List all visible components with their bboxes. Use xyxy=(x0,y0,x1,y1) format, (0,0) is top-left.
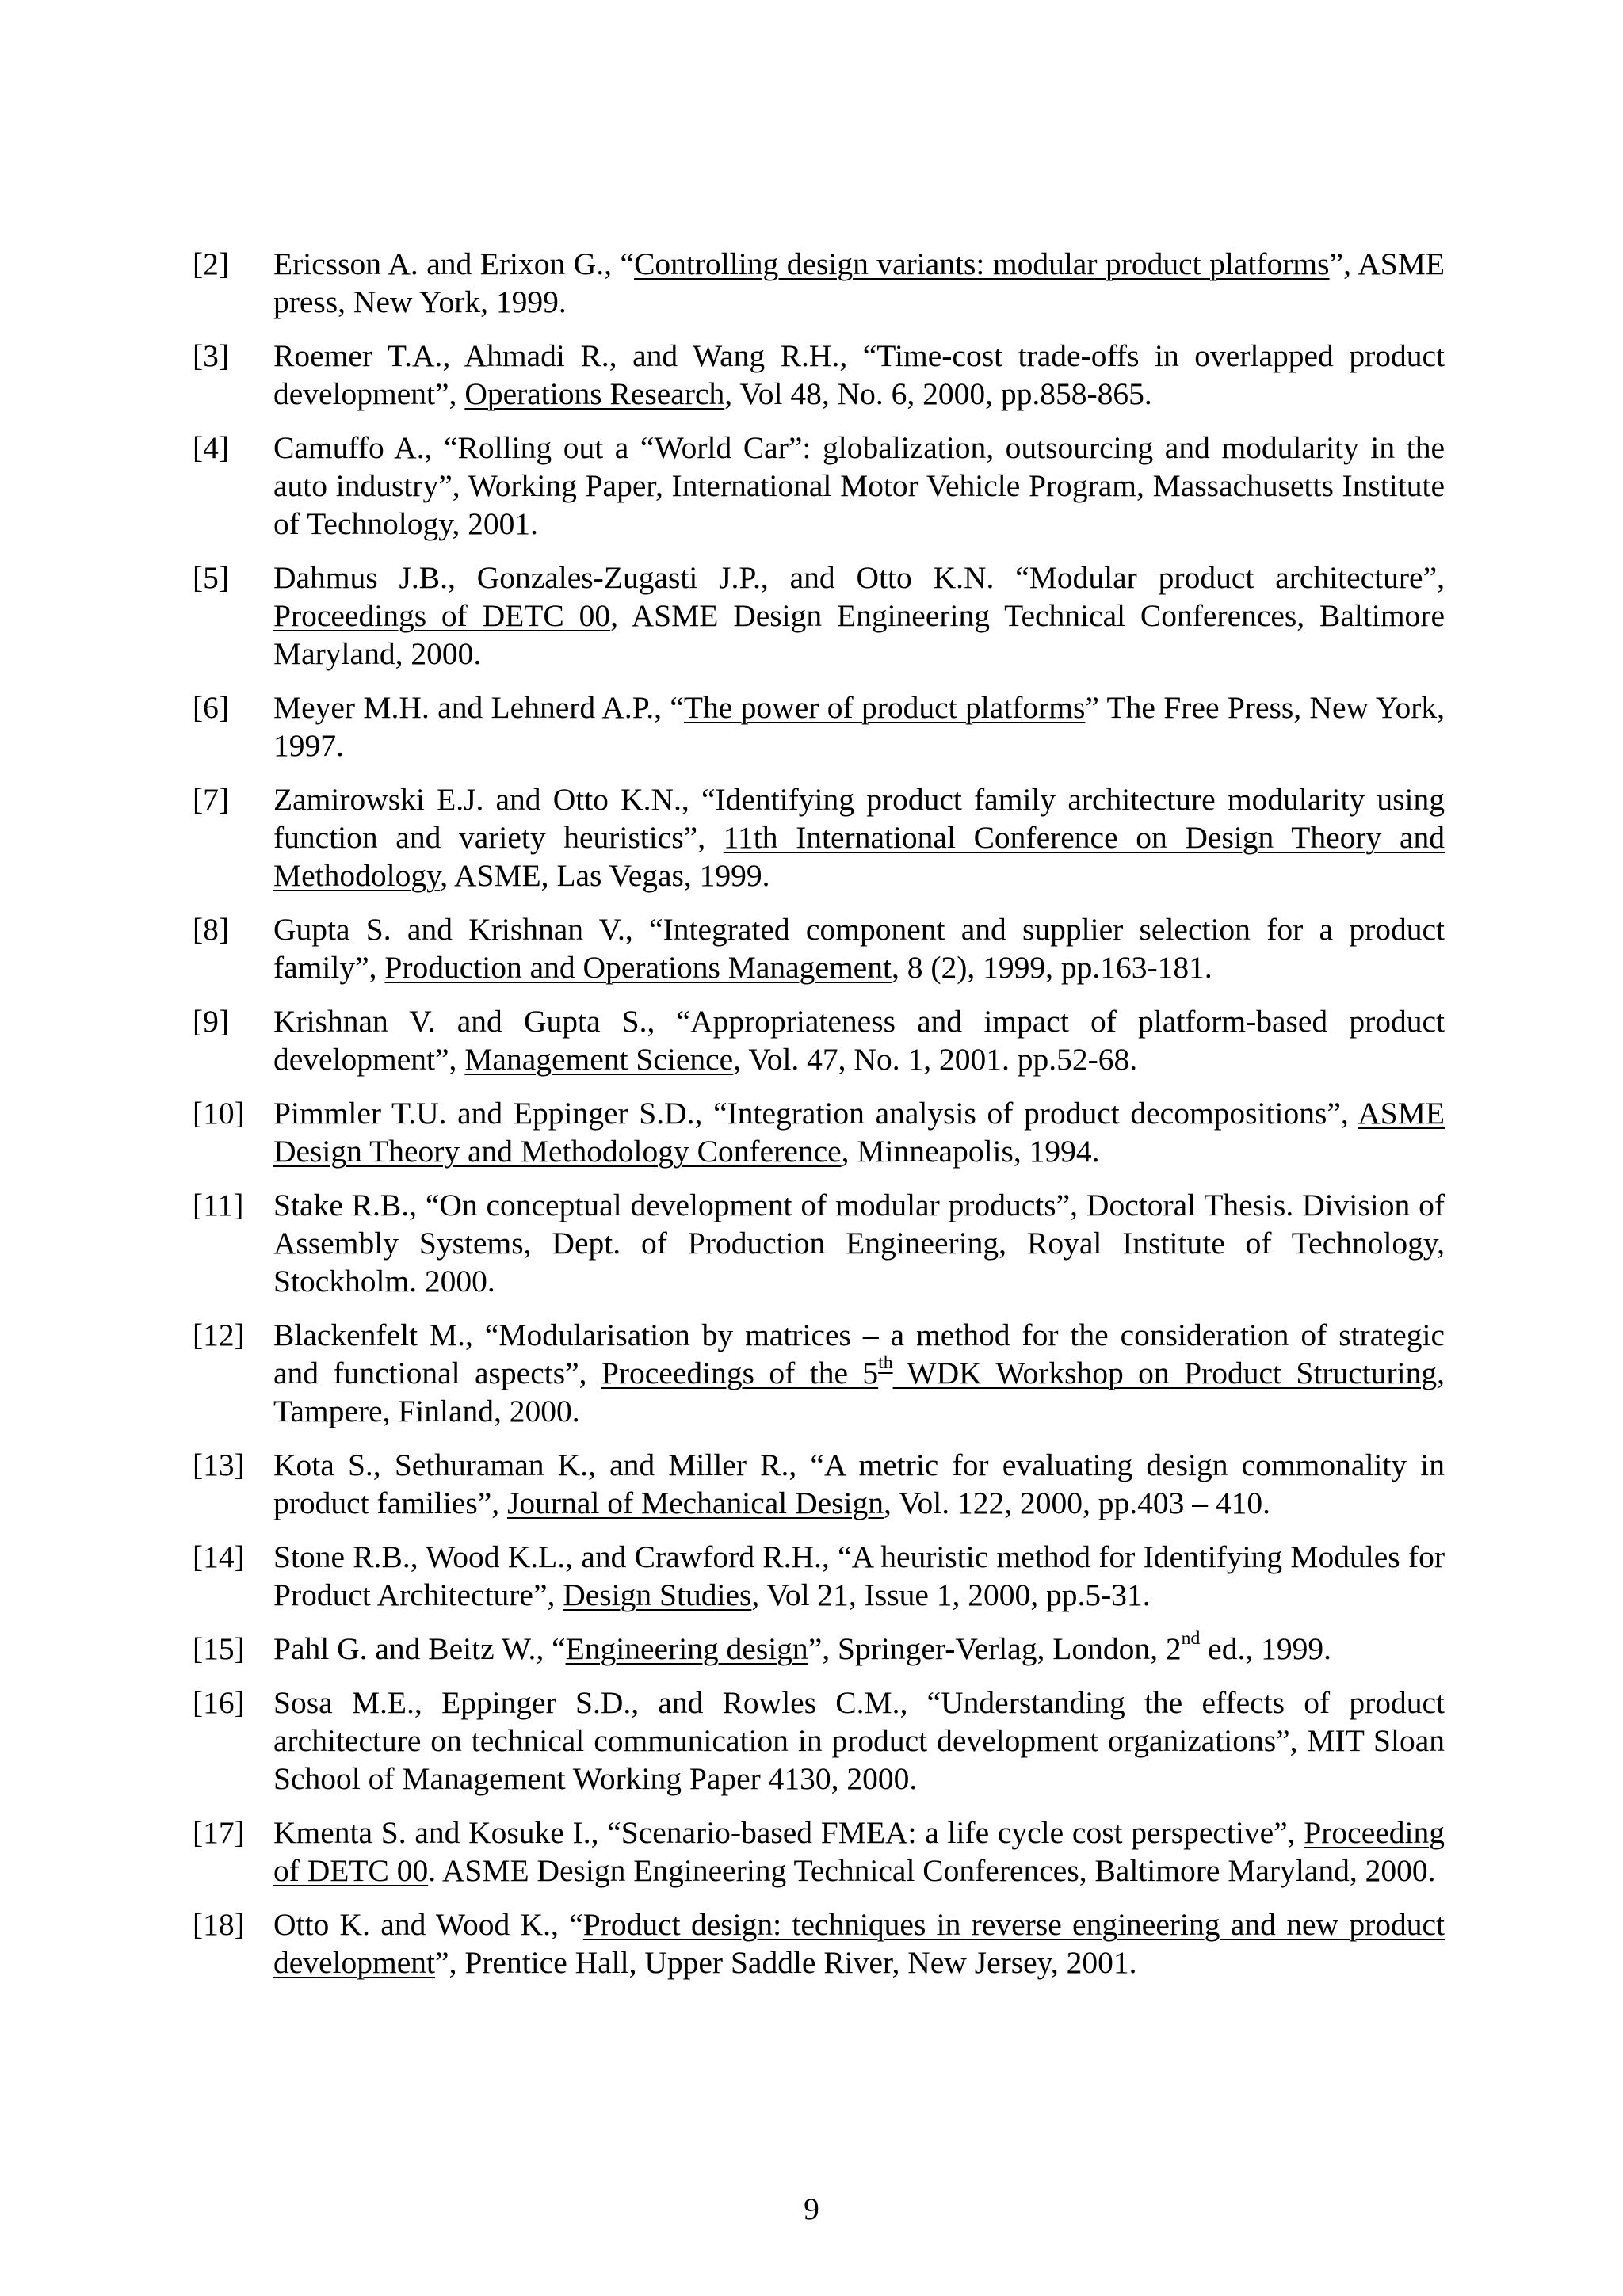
reference-number: [8] xyxy=(193,912,230,947)
reference-entry xyxy=(193,780,1445,894)
reference-segment: Camuffo A., “Rolling out a “World Car”: globalization, outsourcing and modularity in the auto industry”, Working Paper, International Motor Vehicle Program, Massachusetts Institute of Technology, 2001. xyxy=(273,430,1445,541)
reference-segment: ” The Free Press, New York, 1997. xyxy=(273,690,1445,763)
reference-entry xyxy=(193,688,1445,765)
reference-number: [11] xyxy=(193,1188,244,1222)
reference-entry xyxy=(193,910,1445,986)
reference-title: ASME Design Theory and Methodology Conference xyxy=(273,1096,1445,1169)
reference-title: WDK Workshop on Product Structuring xyxy=(892,1356,1438,1390)
reference-text xyxy=(273,1447,1445,1520)
reference-number: [5] xyxy=(193,560,230,595)
reference-number: [7] xyxy=(193,782,230,817)
reference-text xyxy=(273,782,1445,893)
reference-segment: Blackenfelt M., “Modularisation by matrices – a method for the consideration of strategic and functional aspects”, xyxy=(273,1318,1445,1390)
reference-segment: Pimmler T.U. and Eppinger S.D., “Integration analysis of product decompositions”, xyxy=(273,1096,1358,1131)
reference-segment: Zamirowski E.J. and Otto K.N., “Identifying product family architecture modularity using function and variety heuristics”, xyxy=(273,782,1445,855)
reference-text xyxy=(273,690,1445,763)
reference-text xyxy=(273,912,1445,985)
reference-entry xyxy=(193,1446,1445,1522)
reference-segment: Ericsson A. and Erixon G., “ xyxy=(273,246,635,281)
reference-number: [12] xyxy=(193,1318,245,1352)
reference-segment: , ASME, Las Vegas, 1999. xyxy=(440,858,770,893)
reference-segment: , Tampere, Finland, 2000. xyxy=(273,1356,1445,1428)
reference-segment: , ASME Design Engineering Technical Conferences, Baltimore Maryland, 2000. xyxy=(273,598,1445,671)
reference-title: Controlling design variants: modular product platforms xyxy=(634,246,1330,281)
reference-entry xyxy=(193,1905,1445,1981)
reference-number: [10] xyxy=(193,1096,245,1131)
reference-entry xyxy=(193,559,1445,673)
reference-segment: ”, Prentice Hall, Upper Saddle River, New Jersey, 2001. xyxy=(435,1945,1137,1980)
reference-segment: Kmenta S. and Kosuke I., “Scenario-based FMEA: a life cycle cost perspective”, xyxy=(273,1815,1304,1850)
reference-entry xyxy=(193,1316,1445,1430)
reference-number: [13] xyxy=(193,1447,245,1482)
reference-text xyxy=(273,246,1445,319)
reference-text xyxy=(273,1096,1445,1169)
reference-title: Production and Operations Management xyxy=(384,950,892,985)
reference-segment: Meyer M.H. and Lehnerd A.P., “ xyxy=(273,690,684,725)
reference-text xyxy=(273,1188,1445,1299)
reference-title: Design Studies xyxy=(563,1577,752,1612)
reference-number: [14] xyxy=(193,1539,245,1574)
reference-text xyxy=(273,560,1445,671)
reference-text xyxy=(273,1907,1445,1980)
reference-number: [4] xyxy=(193,430,230,465)
reference-entry xyxy=(193,1684,1445,1798)
reference-segment: Roemer T.A., Ahmadi R., and Wang R.H., “Time-cost trade-offs in overlapped product development”, xyxy=(273,338,1445,411)
reference-number: [15] xyxy=(193,1631,245,1666)
reference-title: Engineering design xyxy=(565,1631,808,1666)
reference-segment: , Minneapolis, 1994. xyxy=(841,1134,1100,1169)
reference-list xyxy=(193,245,1445,1997)
reference-segment: Pahl G. and Beitz W., “ xyxy=(273,1631,566,1666)
reference-text xyxy=(273,1815,1445,1888)
reference-number: [9] xyxy=(193,1004,230,1039)
reference-segment: Krishnan V. and Gupta S., “Appropriateness and impact of platform-based product development”, xyxy=(273,1004,1445,1077)
reference-segment: Kota S., Sethuraman K., and Miller R., “A metric for evaluating design commonality in product families”, xyxy=(273,1447,1445,1520)
reference-segment: . ASME Design Engineering Technical Conferences, Baltimore Maryland, 2000. xyxy=(428,1853,1436,1888)
reference-segment: Dahmus J.B., Gonzales-Zugasti J.P., and Otto K.N. “Modular product architecture”, xyxy=(273,560,1445,595)
reference-text xyxy=(273,1685,1445,1796)
reference-number: [2] xyxy=(193,246,230,281)
reference-segment: nd xyxy=(1181,1628,1201,1650)
reference-title: th xyxy=(878,1352,893,1374)
reference-number: [17] xyxy=(193,1815,245,1850)
reference-title: 11th International Conference on Design Theory and Methodology xyxy=(273,820,1445,893)
reference-text xyxy=(273,1628,1331,1666)
reference-entry xyxy=(193,429,1445,543)
page-number: 9 xyxy=(804,2191,819,2226)
reference-number: [18] xyxy=(193,1907,245,1942)
reference-text xyxy=(273,1004,1445,1077)
reference-text xyxy=(273,1539,1445,1612)
reference-title: Product design: techniques in reverse engineering and new product development xyxy=(273,1907,1445,1980)
reference-segment: , Vol. 47, No. 1, 2001. pp.52-68. xyxy=(733,1042,1138,1077)
reference-segment: , Vol 21, Issue 1, 2000, pp.5-31. xyxy=(751,1577,1151,1612)
reference-entry xyxy=(193,337,1445,413)
reference-title: Proceedings of the 5 xyxy=(601,1356,879,1390)
reference-entry xyxy=(193,245,1445,321)
reference-segment: Otto K. and Wood K., “ xyxy=(273,1907,583,1942)
reference-title: Proceedings of DETC 00 xyxy=(273,598,611,633)
reference-title: Proceeding of DETC 00 xyxy=(273,1815,1445,1888)
reference-segment: Gupta S. and Krishnan V., “Integrated component and supplier selection for a product family”, xyxy=(273,912,1445,985)
reference-entry xyxy=(193,1538,1445,1614)
reference-segment: ”, ASME press, New York, 1999. xyxy=(273,246,1445,319)
reference-title: The power of product platforms xyxy=(683,690,1086,725)
reference-segment: , Vol 48, No. 6, 2000, pp.858-865. xyxy=(724,376,1152,411)
reference-entry xyxy=(193,1094,1445,1170)
reference-segment: Sosa M.E., Eppinger S.D., and Rowles C.M., “Understanding the effects of product architecture on technical communication in product development organizations”, MIT Sloan School of Management Working Paper 4130, 2000. xyxy=(273,1685,1445,1796)
reference-segment: ed., 1999. xyxy=(1200,1631,1331,1666)
reference-title: Journal of Mechanical Design xyxy=(507,1486,884,1520)
reference-title: Operations Research xyxy=(464,376,725,411)
reference-number: [16] xyxy=(193,1685,245,1720)
reference-title: Management Science xyxy=(464,1042,734,1077)
reference-text xyxy=(273,430,1445,541)
reference-entry xyxy=(193,1814,1445,1890)
reference-segment: ”, Springer-Verlag, London, 2 xyxy=(808,1631,1182,1666)
reference-text xyxy=(273,1318,1445,1428)
reference-segment: , 8 (2), 1999, pp.163-181. xyxy=(891,950,1212,985)
reference-text xyxy=(273,338,1445,411)
reference-segment: Stake R.B., “On conceptual development of modular products”, Doctoral Thesis. Division of Assembly Systems, Dept. of Production Engineering, Royal Institute of Technology, Stockholm. 2000. xyxy=(273,1188,1445,1299)
reference-segment: Stone R.B., Wood K.L., and Crawford R.H., “A heuristic method for Identifying Modules for Product Architecture”, xyxy=(273,1539,1445,1612)
reference-number: [6] xyxy=(193,690,230,725)
reference-segment: , Vol. 122, 2000, pp.403 – 410. xyxy=(884,1486,1270,1520)
reference-number: [3] xyxy=(193,338,230,373)
reference-entry xyxy=(193,1630,1445,1668)
reference-entry xyxy=(193,1186,1445,1300)
reference-entry xyxy=(193,1002,1445,1078)
